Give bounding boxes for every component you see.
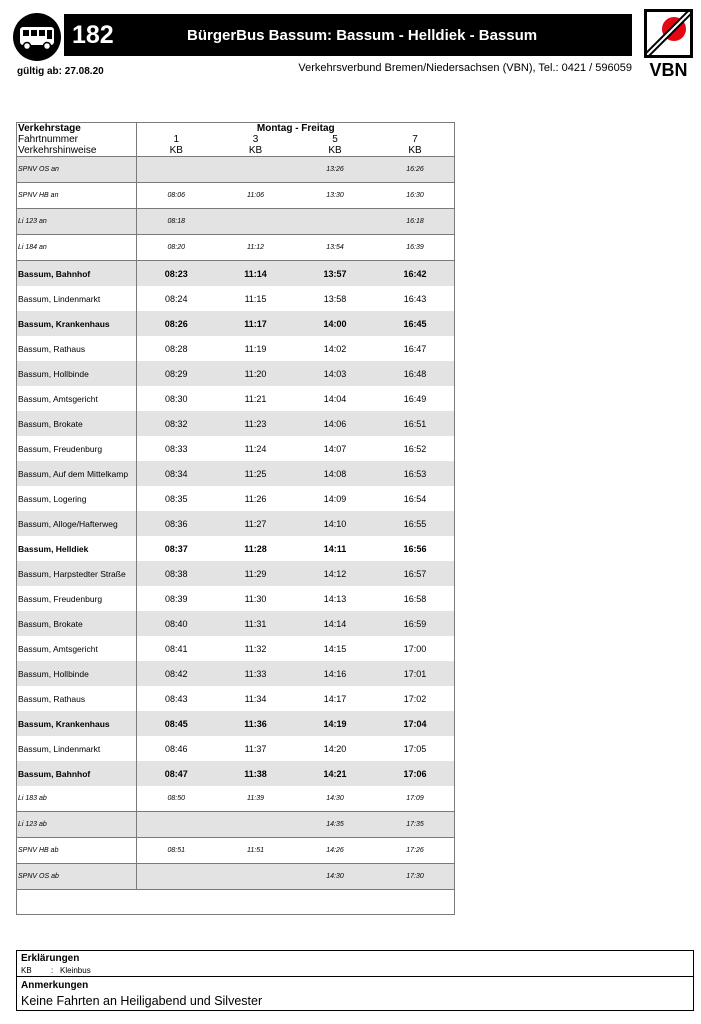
days-label: Verkehrstage — [16, 123, 136, 135]
departure-time: 16:57 — [375, 561, 455, 586]
departure-time: 16:51 — [375, 411, 455, 436]
departure-time: 17:26 — [375, 838, 455, 864]
departure-time: 11:34 — [244, 693, 267, 704]
departure-time — [295, 209, 375, 235]
departure-time: 16:30 — [375, 183, 455, 209]
departure-time: 16:43 — [403, 293, 427, 304]
departure-time: 11:26 — [244, 493, 267, 504]
departure-time: 14:20 — [323, 743, 347, 754]
timetable-row — [16, 183, 455, 209]
departure-time — [216, 157, 295, 183]
departure-time: 13:54 — [295, 235, 375, 261]
departure-time: 16:18 — [375, 209, 455, 235]
stop-name: Bassum, Krankenhaus — [16, 311, 136, 336]
trip-number-label: Fahrtnummer — [16, 134, 136, 145]
stop-name: SPNV HB an — [16, 183, 136, 209]
explanations-title: Erklärungen — [21, 953, 80, 964]
stop-name: Li 123 ab — [16, 812, 136, 838]
departure-time: 17:05 — [403, 743, 427, 754]
route-title: BürgerBus Bassum: Bassum - Helldiek - Bassum — [187, 26, 538, 44]
valid-from: gültig ab: 27.08.20 — [17, 66, 104, 77]
departure-time: 16:45 — [375, 311, 455, 336]
stop-name: Bassum, Hollbinde — [16, 661, 136, 686]
timetable-row — [16, 611, 455, 636]
timetable-row — [16, 461, 455, 486]
departure-time: 14:16 — [295, 661, 375, 686]
timetable-row — [16, 286, 455, 311]
departure-time: 11:28 — [244, 543, 267, 554]
departure-time: 08:35 — [164, 493, 188, 504]
departure-time — [136, 157, 216, 183]
departure-time: 11:19 — [244, 343, 267, 354]
stop-name: Bassum, Hollbinde — [16, 361, 136, 386]
departure-time: 08:47 — [136, 761, 216, 786]
departure-time: 08:43 — [164, 693, 188, 704]
departure-time: 17:02 — [403, 693, 427, 704]
departure-time: 08:18 — [136, 209, 216, 235]
stop-name: SPNV OS ab — [16, 864, 136, 890]
departure-time: 08:28 — [164, 343, 188, 354]
timetable-row — [16, 561, 455, 586]
departure-time: 11:15 — [244, 293, 267, 304]
departure-time: 16:53 — [375, 461, 455, 486]
departure-time: 14:12 — [295, 561, 375, 586]
timetable-row — [16, 838, 455, 864]
timetable-row — [16, 786, 455, 812]
timetable-row — [16, 761, 455, 786]
timetable-row — [16, 235, 455, 261]
abbreviation-entry — [21, 966, 91, 975]
timetable-row — [16, 361, 455, 386]
timetable-row — [16, 736, 455, 761]
departure-time: 16:26 — [375, 157, 455, 183]
stop-name: Bassum, Bahnhof — [16, 261, 136, 287]
timetable-row — [16, 812, 455, 838]
timetable-row — [16, 636, 455, 661]
departure-time: 14:21 — [295, 761, 375, 786]
departure-time: 14:11 — [323, 543, 347, 554]
departure-time: 11:36 — [216, 711, 295, 736]
departure-time: 17:00 — [403, 643, 427, 654]
stop-name: Bassum, Lindenmarkt — [16, 286, 136, 311]
stop-name: Bassum, Logering — [16, 486, 136, 511]
stop-name: Bassum, Amtsgericht — [16, 636, 136, 661]
departure-time: 11:33 — [216, 661, 295, 686]
departure-time: 14:30 — [295, 864, 375, 890]
departure-time: 16:52 — [403, 443, 427, 454]
departure-time: 08:41 — [164, 643, 188, 654]
departure-time: 16:58 — [403, 593, 427, 604]
departure-time: 08:26 — [136, 311, 216, 336]
abbreviation-key: KB — [21, 966, 32, 975]
departure-time: 14:04 — [323, 393, 347, 404]
departure-time: 08:20 — [136, 235, 216, 261]
timetable-row — [16, 536, 455, 561]
departure-time: 16:56 — [403, 543, 427, 554]
departure-time: 16:48 — [375, 361, 455, 386]
stop-name: Bassum, Brokate — [16, 611, 136, 636]
departure-time: 16:47 — [403, 343, 427, 354]
remarks-title: Anmerkungen — [21, 980, 89, 991]
departure-time: 11:31 — [216, 611, 295, 636]
timetable-row — [16, 686, 455, 711]
trip-note: KB — [375, 145, 455, 157]
title-bar — [64, 14, 632, 56]
departure-time: 08:38 — [136, 561, 216, 586]
timetable-row — [16, 261, 455, 287]
departure-time: 11:14 — [216, 261, 295, 287]
days-value: Montag - Freitag — [136, 123, 455, 135]
departure-time: 11:23 — [216, 411, 295, 436]
timetable-row — [16, 661, 455, 686]
departure-time: 08:42 — [136, 661, 216, 686]
timetable — [16, 122, 455, 890]
departure-time: 11:17 — [216, 311, 295, 336]
departure-time: 08:06 — [136, 183, 216, 209]
departure-time: 13:26 — [295, 157, 375, 183]
timetable-row — [16, 586, 455, 611]
departure-time: 14:15 — [323, 643, 347, 654]
departure-time — [216, 864, 295, 890]
organization-info: Verkehrsverbund Bremen/Niedersachsen (VBN), Tel.: 0421 / 596059 — [298, 62, 632, 74]
departure-time: 08:33 — [164, 443, 188, 454]
trip-number: 1 — [173, 134, 180, 145]
departure-time — [216, 812, 295, 838]
departure-time: 14:03 — [295, 361, 375, 386]
stop-name: Bassum, Rathaus — [16, 686, 136, 711]
bus-icon — [13, 13, 61, 61]
departure-time: 14:00 — [295, 311, 375, 336]
departure-time: 08:29 — [136, 361, 216, 386]
departure-time: 16:54 — [403, 493, 427, 504]
departure-time: 11:37 — [244, 743, 267, 754]
departure-time: 08:30 — [164, 393, 188, 404]
timetable-row — [16, 511, 455, 536]
timetable-row — [16, 864, 455, 890]
departure-time: 13:57 — [295, 261, 375, 287]
trip-number: 7 — [412, 134, 418, 145]
timetable-row — [16, 157, 455, 183]
stop-name: Bassum, Amtsgericht — [16, 386, 136, 411]
stop-name: Li 184 an — [16, 235, 136, 261]
departure-time: 08:34 — [136, 461, 216, 486]
timetable-row — [16, 336, 455, 361]
departure-time: 13:30 — [295, 183, 375, 209]
departure-time: 17:01 — [375, 661, 455, 686]
departure-time: 11:51 — [216, 838, 295, 864]
vbn-logo — [644, 9, 693, 79]
departure-time: 08:36 — [136, 511, 216, 536]
timetable-row — [16, 486, 455, 511]
departure-time — [216, 209, 295, 235]
departure-time: 16:42 — [375, 261, 455, 287]
days-row — [16, 123, 455, 135]
departure-time: 14:08 — [295, 461, 375, 486]
departure-time: 11:29 — [216, 561, 295, 586]
route-number: 182 — [72, 20, 114, 49]
departure-time: 16:55 — [375, 511, 455, 536]
timetable-row — [16, 386, 455, 411]
trip-note: KB — [295, 145, 375, 157]
departure-time: 17:09 — [375, 786, 455, 812]
departure-time: 11:25 — [216, 461, 295, 486]
stop-name: Bassum, Harpstedter Straße — [16, 561, 136, 586]
departure-time: 11:27 — [216, 511, 295, 536]
timetable-row — [16, 411, 455, 436]
departure-time: 08:24 — [164, 293, 188, 304]
departure-time: 14:35 — [295, 812, 375, 838]
departure-time: 11:30 — [244, 593, 267, 604]
departure-time: 14:26 — [295, 838, 375, 864]
stop-name: Li 183 ab — [16, 786, 136, 812]
stop-name: Bassum, Bahnhof — [16, 761, 136, 786]
departure-time: 17:06 — [375, 761, 455, 786]
departure-time — [136, 812, 216, 838]
departure-time: 16:49 — [403, 393, 427, 404]
departure-time: 08:45 — [136, 711, 216, 736]
departure-time: 11:06 — [216, 183, 295, 209]
departure-time: 13:58 — [323, 293, 347, 304]
departure-time: 14:02 — [323, 343, 347, 354]
departure-time: 11:12 — [216, 235, 295, 261]
trip-note: KB — [216, 145, 295, 157]
stop-name: Bassum, Lindenmarkt — [16, 736, 136, 761]
departure-time: 08:40 — [136, 611, 216, 636]
stop-name: Bassum, Alloge/Hafterweg — [16, 511, 136, 536]
stop-name: Bassum, Helldiek — [16, 536, 136, 561]
stop-name: Bassum, Rathaus — [16, 336, 136, 361]
stop-name: Bassum, Krankenhaus — [16, 711, 136, 736]
departure-time: 08:32 — [136, 411, 216, 436]
timetable-row — [16, 209, 455, 235]
departure-time: 14:14 — [295, 611, 375, 636]
departure-time: 16:39 — [375, 235, 455, 261]
timetable-row — [16, 436, 455, 461]
departure-time: 11:20 — [216, 361, 295, 386]
departure-time: 17:35 — [375, 812, 455, 838]
trip-notes-row — [16, 145, 455, 157]
stop-name: SPNV OS an — [16, 157, 136, 183]
departure-time: 14:17 — [323, 693, 347, 704]
trip-number-row — [16, 134, 455, 145]
departure-time: 08:46 — [164, 743, 188, 754]
trip-number: 5 — [332, 134, 338, 145]
departure-time: 11:38 — [216, 761, 295, 786]
abbreviation-value: Kleinbus — [60, 966, 91, 975]
departure-time: 11:21 — [244, 393, 267, 404]
departure-time: 16:59 — [375, 611, 455, 636]
trip-number: 3 — [252, 134, 259, 145]
departure-time: 08:51 — [136, 838, 216, 864]
stop-name: Bassum, Freudenburg — [16, 586, 136, 611]
stop-name: Li 123 an — [16, 209, 136, 235]
departure-time: 08:37 — [164, 543, 188, 554]
departure-time: 11:39 — [216, 786, 295, 812]
departure-time: 14:19 — [295, 711, 375, 736]
trip-notes-label: Verkehrshinweise — [16, 145, 136, 157]
abbreviation-colon: : — [51, 966, 54, 975]
departure-time: 14:10 — [295, 511, 375, 536]
departure-time: 11:24 — [244, 443, 267, 454]
departure-time: 08:23 — [136, 261, 216, 287]
stop-name: Bassum, Auf dem Mittelkamp — [16, 461, 136, 486]
timetable-row — [16, 311, 455, 336]
timetable-row — [16, 711, 455, 736]
departure-time: 11:32 — [244, 643, 267, 654]
notes-divider — [17, 976, 693, 977]
departure-time: 14:13 — [323, 593, 347, 604]
departure-time — [136, 864, 216, 890]
notes-box — [16, 950, 694, 1011]
stop-name: Bassum, Brokate — [16, 411, 136, 436]
departure-time: 14:07 — [323, 443, 347, 454]
departure-time: 08:50 — [136, 786, 216, 812]
departure-time: 17:30 — [375, 864, 455, 890]
stop-name: SPNV HB ab — [16, 838, 136, 864]
departure-time: 14:30 — [295, 786, 375, 812]
departure-time: 08:39 — [164, 593, 188, 604]
remarks-text: Keine Fahrten an Heiligabend und Silvester — [21, 994, 263, 1008]
departure-time: 14:09 — [323, 493, 347, 504]
departure-time: 14:06 — [295, 411, 375, 436]
stop-name: Bassum, Freudenburg — [16, 436, 136, 461]
trip-note: KB — [136, 145, 216, 157]
vbn-logo-text: VBN — [649, 60, 688, 79]
departure-time: 17:04 — [375, 711, 455, 736]
